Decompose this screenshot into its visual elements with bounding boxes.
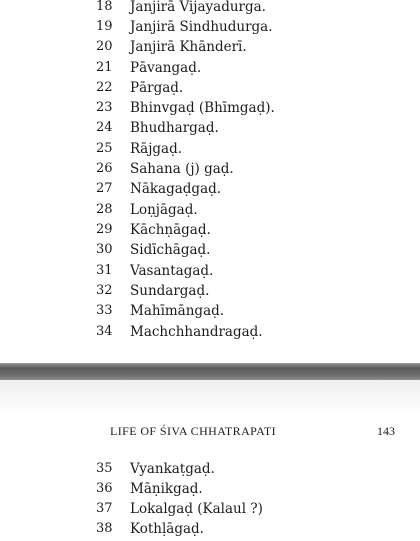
page-number: 143: [377, 424, 395, 438]
entry-number: 30: [96, 242, 113, 257]
entry-name: Mahīmāngaḍ.: [130, 303, 225, 319]
entry-name: Nākagaḍgaḍ.: [130, 181, 222, 197]
entry-number: 26: [96, 161, 113, 176]
entry-number: 31: [96, 263, 113, 278]
entry-name: Māṇikgaḍ.: [130, 481, 203, 497]
entry-name: Kāchṇāgaḍ.: [130, 222, 211, 238]
page-gutter: [0, 363, 420, 380]
entry-name: Vasantagaḍ.: [130, 263, 214, 279]
entry-name: Janjirā Vijayadurga.: [130, 0, 266, 15]
entry-number: 18: [96, 0, 113, 14]
entry-name: Pārgaḍ.: [130, 80, 184, 96]
entry-number: 27: [96, 181, 113, 196]
entry-name: Loṇjāgaḍ.: [130, 202, 198, 218]
entry-number: 29: [96, 222, 113, 237]
entry-number: 37: [96, 501, 113, 516]
entry-name: Kothḷāgaḍ.: [130, 521, 204, 537]
entry-name: Rājgaḍ.: [130, 141, 183, 157]
entry-number: 35: [96, 461, 113, 476]
entry-number: 25: [96, 141, 113, 156]
entry-name: Sidīchāgaḍ.: [130, 242, 211, 258]
entry-number: 20: [96, 39, 113, 54]
entry-name: Bhinvgaḍ (Bhīmgaḍ).: [130, 100, 275, 116]
entry-number: 23: [96, 100, 113, 115]
running-head: LIFE OF ŚIVA CHHATRAPATI: [110, 424, 276, 438]
entry-name: Vyankaṭgaḍ.: [130, 461, 215, 477]
entry-number: 19: [96, 19, 113, 34]
entry-name: Lokalgaḍ (Kalaul ?): [130, 501, 263, 517]
entry-name: Sahana (j) gaḍ.: [130, 161, 234, 177]
entry-number: 32: [96, 283, 113, 298]
entry-number: 22: [96, 80, 113, 95]
entry-number: 36: [96, 481, 113, 496]
entry-name: Janjirā Khānderī.: [130, 39, 247, 55]
entry-name: Machchhandragaḍ.: [130, 324, 263, 340]
entry-name: Bhudhargaḍ.: [130, 120, 219, 136]
entry-number: 33: [96, 303, 113, 318]
entry-number: 34: [96, 324, 113, 339]
entry-number: 38: [96, 521, 113, 536]
entry-number: 21: [96, 60, 113, 75]
entry-number: 28: [96, 202, 113, 217]
entry-name: Sundargaḍ.: [130, 283, 210, 299]
entry-number: 24: [96, 120, 113, 135]
entry-name: Pāvangaḍ.: [130, 60, 202, 76]
entry-name: Janjirā Sindhudurga.: [130, 19, 273, 35]
